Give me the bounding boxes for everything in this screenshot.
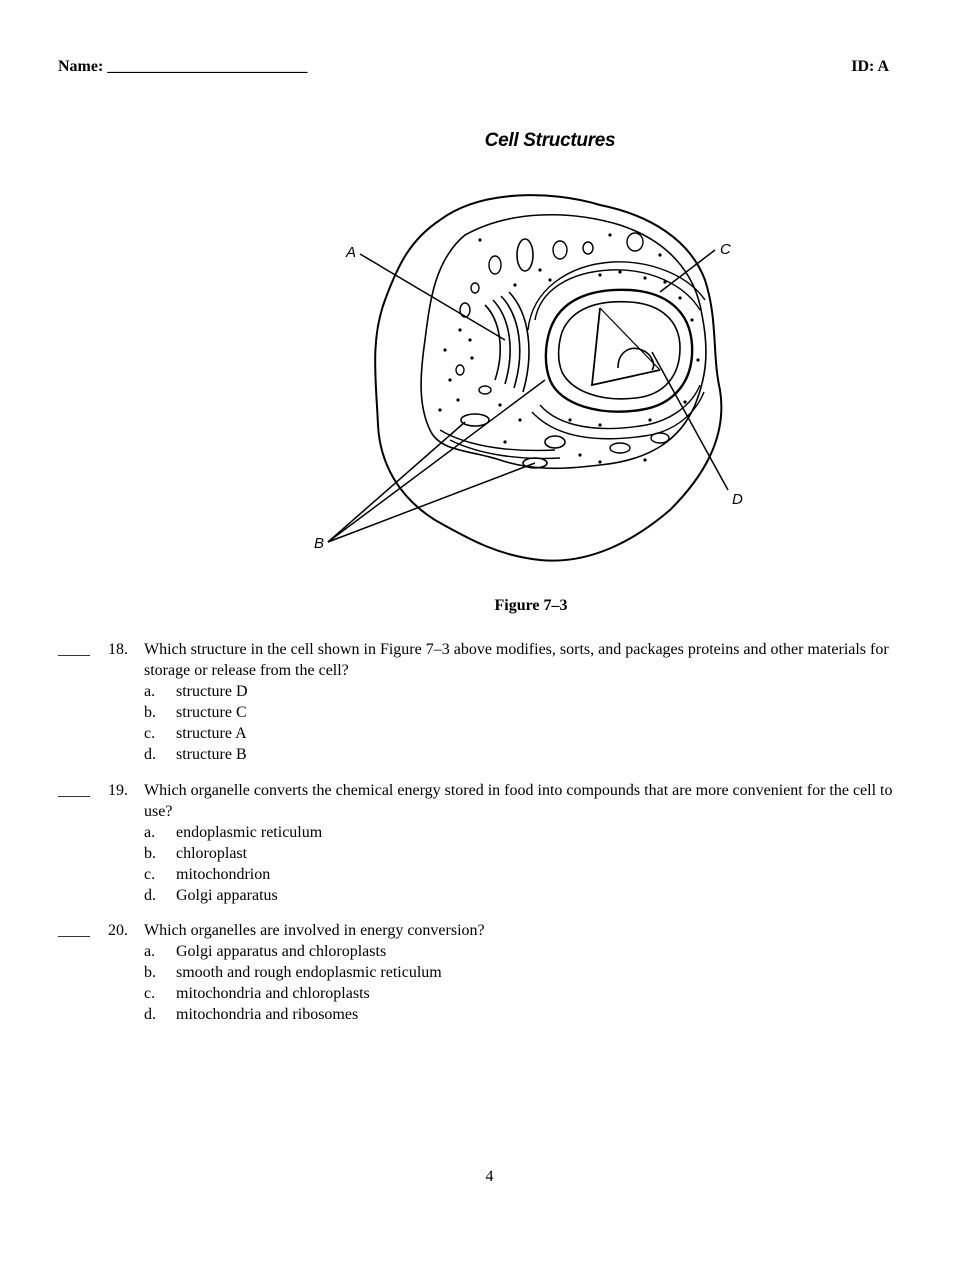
leader-line-b1 [328, 422, 465, 542]
question-number: 19. [108, 782, 128, 799]
choice-text: smooth and rough endoplasmic reticulum [176, 964, 442, 981]
choice-letter: d. [144, 746, 156, 763]
question-number: 20. [108, 922, 128, 939]
choice-letter: c. [144, 725, 156, 742]
choice-text: Golgi apparatus [176, 887, 278, 904]
golgi-1 [485, 305, 500, 380]
leader-line-a [360, 254, 505, 340]
choice-text: Golgi apparatus and chloroplasts [176, 943, 387, 960]
choice-text: structure A [176, 725, 247, 742]
choice-letter: c. [144, 866, 156, 883]
question-number: 18. [108, 641, 128, 658]
choice-text: structure D [176, 683, 248, 700]
question-stem: Which organelles are involved in energy conversion? [144, 922, 485, 939]
choice-letter: d. [144, 1006, 156, 1023]
choice-text: mitochondria and ribosomes [176, 1006, 359, 1023]
answer-blank: ____ [58, 782, 90, 799]
choice-letter: a. [144, 943, 156, 960]
answer-blank: ____ [58, 922, 90, 939]
choice-letter: a. [144, 683, 156, 700]
question-stem: Which structure in the cell shown in Figure 7–3 above modifies, sorts, and packages proteins and other materials for storage or release from the cell? [144, 641, 889, 679]
choice-letter: b. [144, 964, 156, 981]
name-field-label: Name: _________________________ [58, 58, 308, 75]
leader-line-b3 [328, 463, 535, 542]
cell-diagram [300, 180, 770, 580]
page-header [58, 58, 889, 80]
answer-blank: ____ [58, 641, 90, 658]
label-b: B [314, 535, 325, 552]
choice-text: mitochondrion [176, 866, 271, 883]
choice-letter: b. [144, 704, 156, 721]
question-stem: Which organelle converts the chemical energy stored in food into compounds that are more convenient for the cell to use? [144, 782, 893, 820]
test-id-label: ID: A [851, 58, 889, 75]
label-c: C [720, 241, 731, 258]
choice-letter: d. [144, 887, 156, 904]
mitochondrion-3 [545, 436, 565, 448]
cell-diagram-svg [300, 180, 770, 580]
leader-line-b2 [328, 380, 545, 542]
choice-text: mitochondria and chloroplasts [176, 985, 370, 1002]
choice-text: structure C [176, 704, 247, 721]
cytoplasm-boundary [421, 215, 706, 469]
figure-title: Cell Structures [484, 130, 616, 151]
choice-letter: c. [144, 985, 156, 1002]
choice-text: structure B [176, 746, 247, 763]
nucleolus [618, 348, 654, 370]
figure-caption: Figure 7–3 [494, 597, 568, 614]
choice-letter: a. [144, 824, 156, 841]
choice-text: chloroplast [176, 845, 248, 862]
mitochondrion-1 [517, 239, 533, 271]
golgi-2 [493, 300, 510, 384]
page-number: 4 [485, 1168, 494, 1185]
label-a: A [346, 244, 357, 261]
nucleus-inner [559, 302, 680, 399]
choice-text: endoplasmic reticulum [176, 824, 323, 841]
nucleus-wedge [592, 308, 660, 385]
label-d: D [732, 491, 743, 508]
nucleus-outer [546, 290, 692, 412]
choice-letter: b. [144, 845, 156, 862]
